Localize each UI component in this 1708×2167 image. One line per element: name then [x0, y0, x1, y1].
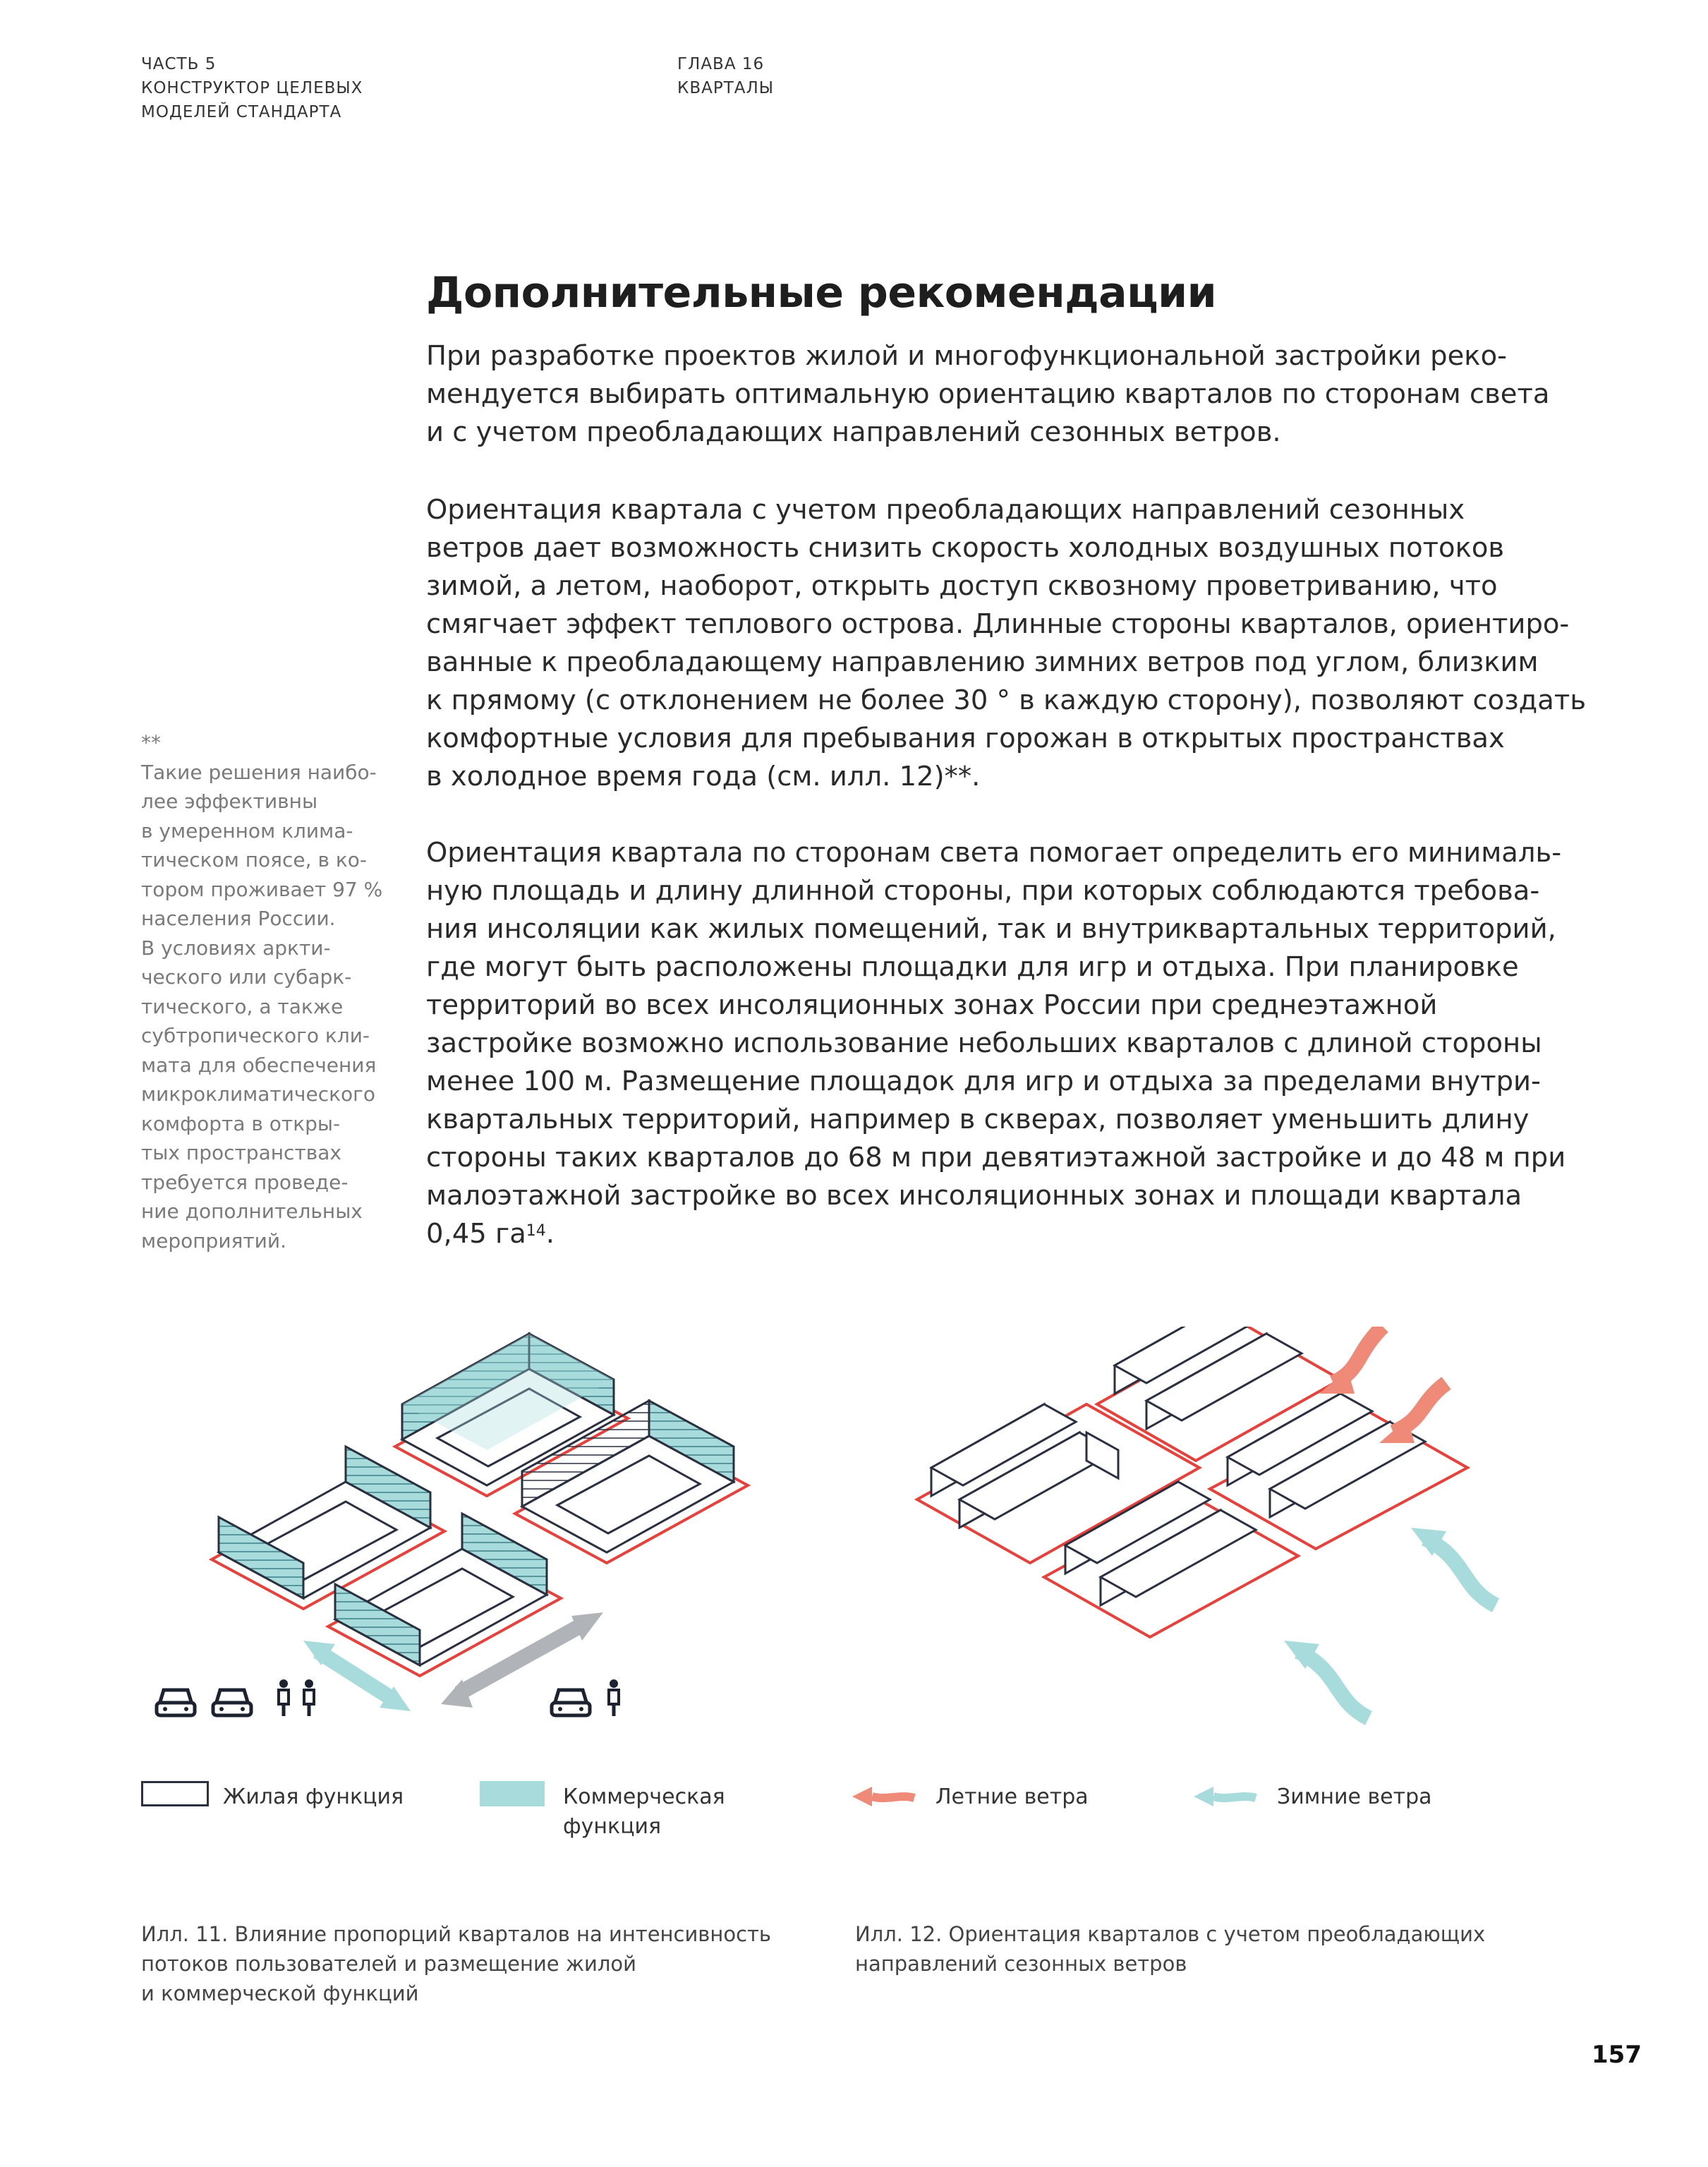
paragraph-1 — [426, 337, 1550, 452]
illustration-12 — [875, 1327, 1580, 1764]
legend-commercial-line: функция — [563, 1814, 662, 1839]
text-line-last — [426, 1215, 1565, 1253]
header-chapter-line: КВАРТАЛЫ — [677, 79, 775, 97]
text-line: и с учетом преобладающих направлений сезонных ветров. — [426, 416, 1281, 448]
car-icon — [157, 1690, 195, 1715]
text-line: менее 100 м. Размещение площадок для игр и отдыха за пределами внутри- — [426, 1066, 1541, 1097]
pedestrian-icon — [304, 1679, 314, 1716]
sidenote-line: мероприятий. — [141, 1229, 286, 1252]
sidenote-line: населения России. — [141, 907, 336, 930]
car-icon — [213, 1690, 251, 1715]
caption-line: Илл. 11. Влияние пропорций кварталов на интенсивность — [141, 1922, 772, 1946]
text-line: смягчает эффект теплового острова. Длинные стороны кварталов, ориентиро- — [426, 608, 1570, 640]
running-header-chapter — [677, 52, 774, 100]
text-fragment: 0,45 га — [426, 1218, 526, 1250]
pedestrian-icon — [609, 1679, 619, 1716]
text-line: застройке возможно использование небольших кварталов с длиной стороны — [426, 1027, 1542, 1059]
legend-summer-winds: Летние ветра — [935, 1785, 1089, 1809]
car-icon — [552, 1690, 590, 1715]
sidenote-line: В условиях аркти- — [141, 936, 331, 960]
text-line: комфортные условия для пребывания горожан в открытых пространствах — [426, 723, 1505, 754]
text-line: квартальных территорий, например в скверах, позволяет уменьшить длину — [426, 1104, 1530, 1135]
section-heading: Дополнительные рекомендации — [426, 268, 1217, 318]
sidenote-line: требуется проведе- — [141, 1170, 349, 1194]
header-part-line: МОДЕЛЕЙ СТАНДАРТА — [141, 103, 342, 121]
sidenote-line: лее эффективны — [141, 790, 318, 813]
figure-caption-11 — [141, 1919, 771, 2008]
text-line: к прямому (с отклонением не более 30 ° в каждую сторону), позволяют создать — [426, 684, 1587, 716]
sidenote-line: мата для обеспечения — [141, 1053, 377, 1077]
caption-line: Илл. 12. Ориентация кварталов с учетом преобладающих — [855, 1922, 1486, 1946]
paragraph-2 — [426, 491, 1586, 796]
text-line: стороны таких кварталов до 68 м при девятиэтажной застройке и до 48 м при — [426, 1142, 1566, 1173]
sidenote-line: микроклиматического — [141, 1082, 375, 1106]
commercial-swatch — [480, 1781, 545, 1806]
sidenote-line: Такие решения наибо- — [141, 760, 377, 784]
sidenote-line: тых пространствах — [141, 1141, 341, 1164]
text-line: зимой, а летом, наоборот, открыть доступ сквозному проветриванию, что — [426, 570, 1498, 602]
sidenote-line: в умеренном клима- — [141, 819, 353, 843]
header-chapter-line: ГЛАВА 16 — [677, 55, 765, 73]
sidenote-line: тического, а также — [141, 994, 344, 1018]
header-part-line: КОНСТРУКТОР ЦЕЛЕВЫХ — [141, 79, 363, 97]
caption-line: и коммерческой функций — [141, 1981, 419, 2005]
summer-wind-arrow — [1319, 1327, 1383, 1394]
text-line: Ориентация квартала по сторонам света помогает определить его минималь- — [426, 837, 1562, 869]
winter-wind-arrow — [1284, 1641, 1369, 1718]
header-part-line: ЧАСТЬ 5 — [141, 55, 217, 73]
winter-wind-arrow — [1411, 1528, 1496, 1605]
footnote-ref: 14 — [526, 1222, 546, 1240]
running-header-part — [141, 52, 363, 124]
text-line: в холодное время года (см. илл. 12)**. — [426, 761, 981, 792]
legend-commercial-line: Коммерческая — [563, 1785, 725, 1809]
text-line: ную площадь и длину длинной стороны, при которых соблюдаются требова- — [426, 875, 1540, 907]
legend-winter-winds: Зимние ветра — [1277, 1785, 1432, 1809]
figure-caption-12 — [855, 1919, 1485, 1979]
legend-commercial — [563, 1782, 725, 1842]
text-line: территорий во всех инсоляционных зонах России при среднеэтажной — [426, 989, 1438, 1021]
text-line: ванные к преобладающему направлению зимних ветров под углом, близким — [426, 646, 1539, 678]
text-line: Ориентация квартала с учетом преобладающих направлений сезонных — [426, 494, 1465, 526]
text-line: ния инсоляции как жилых помещений, так и внутриквартальных территорий, — [426, 913, 1556, 945]
sidenote-line: субтропического кли- — [141, 1024, 370, 1047]
winter-wind-legend-icon — [1192, 1785, 1260, 1809]
sidenote-line: тическом поясе, в ко- — [141, 848, 367, 871]
sidenote-line: ческого или субарк- — [141, 965, 352, 989]
sidenote-line: комфорта в откры- — [141, 1111, 341, 1135]
sidenote — [141, 728, 382, 1255]
caption-line: потоков пользователей и размещение жилой — [141, 1952, 636, 1976]
illustration-11 — [141, 1327, 818, 1764]
page-number: 157 — [1592, 2041, 1642, 2069]
text-line: При разработке проектов жилой и многофункциональной застройки реко- — [426, 340, 1508, 372]
text-line: мендуется выбирать оптимальную ориентацию кварталов по сторонам света — [426, 378, 1550, 410]
sidenote-line: ** — [141, 731, 161, 754]
pedestrian-icon — [279, 1679, 289, 1716]
paragraph-3 — [426, 834, 1565, 1253]
text-line: где могут быть расположены площадки для игр и отдыха. При планировке — [426, 951, 1519, 983]
sidenote-line: тором проживает 97 % — [141, 877, 383, 901]
residential-swatch — [141, 1781, 209, 1806]
caption-line: направлений сезонных ветров — [855, 1952, 1187, 1976]
text-line: малоэтажной застройке во всех инсоляционных зонах и площади квартала — [426, 1180, 1522, 1212]
summer-wind-legend-icon — [851, 1785, 919, 1809]
legend-residential: Жилая функция — [223, 1785, 404, 1809]
sidenote-line: ние дополнительных — [141, 1200, 363, 1223]
text-fragment: . — [545, 1218, 555, 1250]
text-line: ветров дает возможность снизить скорость холодных воздушных потоков — [426, 532, 1505, 564]
